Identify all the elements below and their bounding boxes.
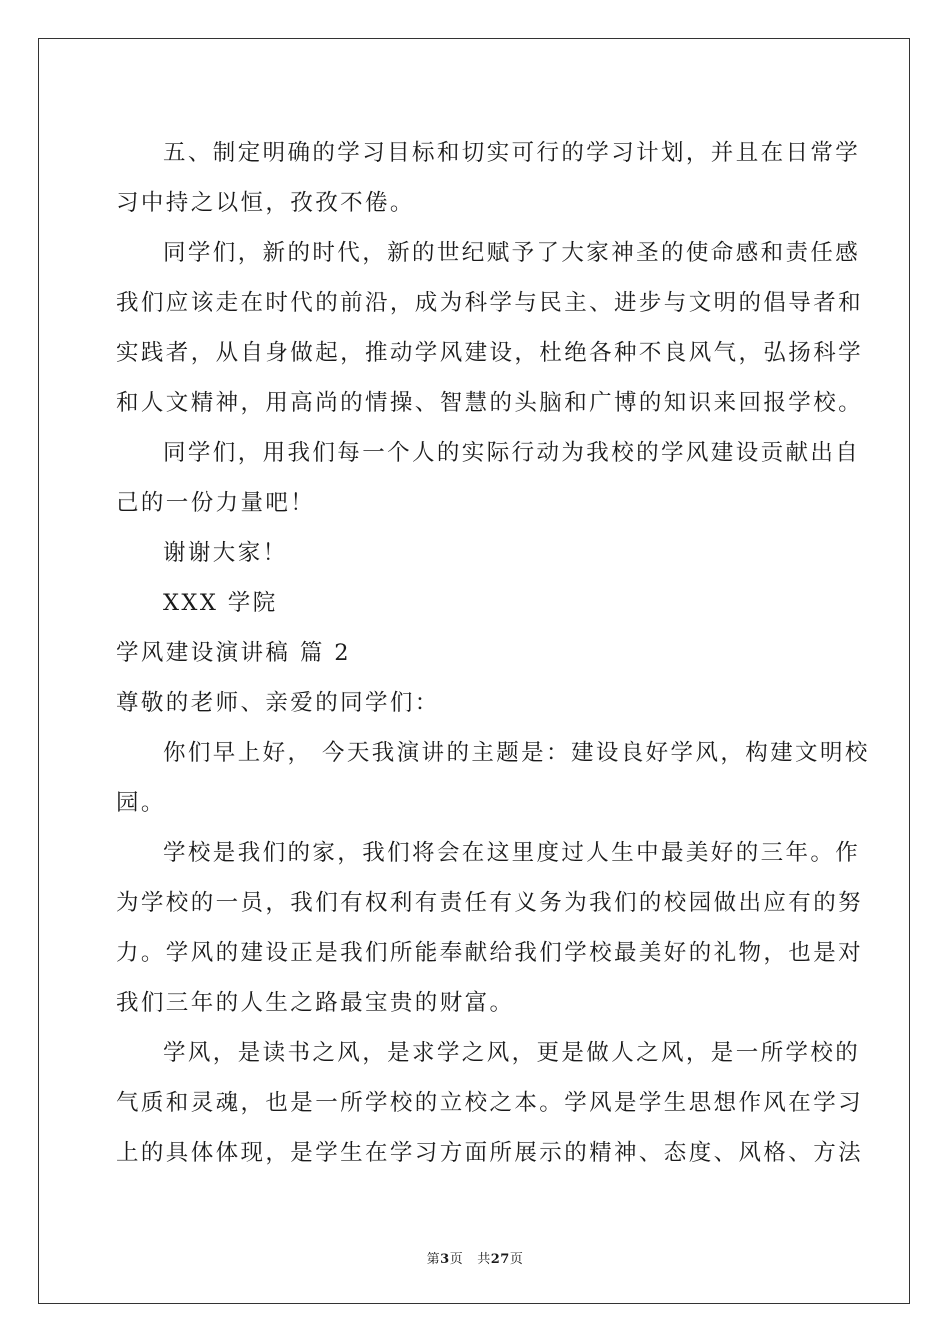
paragraph [116,828,864,1028]
total-suffix: 页 [509,1252,524,1267]
text-line: 同学们，新的时代，新的世纪赋予了大家神圣的使命感和责任感 [163,240,861,266]
text-line: 学风，是读书之风，是求学之风，更是做人之风，是一所学校的 [163,1040,861,1066]
text-line: 习中持之以恒，孜孜不倦。 [116,190,415,216]
total-prefix: 共 [477,1252,491,1267]
text-line: 为学校的一员，我们有权利有责任有义务为我们的校园做出应有的努 [116,890,864,916]
text-line: 我们应该走在时代的前沿，成为科学与民主、进步与文明的倡导者和 [116,290,864,316]
page-footer [0,1248,950,1267]
salutation [116,678,836,728]
text-line: 学风建设演讲稿 篇 2 [116,640,352,666]
text-line: XXX 学院 [163,590,278,616]
text-line: 气质和灵魂，也是一所学校的立校之本。学风是学生思想作风在学习 [116,1090,864,1116]
text-line: 上的具体体现，是学生在学习方面所展示的精神、态度、风格、方法 [116,1140,864,1166]
current-page-number: 3 [440,1252,450,1267]
text-line: 力。学风的建设正是我们所能奉献给我们学校最美好的礼物，也是对 [116,940,864,966]
paragraph [116,578,836,628]
text-line: 园。 [116,790,166,816]
paragraph [116,128,861,228]
text-line: 我们三年的人生之路最宝贵的财富。 [116,990,515,1016]
document-body [116,128,870,1178]
text-line: 同学们，用我们每一个人的实际行动为我校的学风建设贡献出自 [163,440,861,466]
total-page-number: 27 [490,1252,510,1267]
text-line: 己的一份力量吧！ [116,490,316,516]
section-heading [116,628,836,678]
text-line: 实践者，从自身做起，推动学风建设，杜绝各种不良风气，弘扬科学 [116,340,864,366]
paragraph [116,528,836,578]
text-line: 谢谢大家！ [163,540,288,566]
text-line: 尊敬的老师、亲爱的同学们： [116,690,440,716]
paragraph [116,728,870,828]
text-line: 和人文精神，用高尚的情操、智慧的头脑和广博的知识来回报学校。 [116,390,864,416]
paragraph [116,428,861,528]
paragraph [116,1028,864,1178]
page-suffix: 页 [449,1252,464,1267]
text-line: 五、制定明确的学习目标和切实可行的学习计划，并且在日常学 [163,140,861,166]
text-line: 你们早上好， 今天我演讲的主题是：建设良好学风，构建文明校 [163,740,870,766]
paragraph [116,228,864,428]
text-line: 学校是我们的家，我们将会在这里度过人生中最美好的三年。作 [163,840,861,866]
page-prefix: 第 [426,1252,441,1267]
